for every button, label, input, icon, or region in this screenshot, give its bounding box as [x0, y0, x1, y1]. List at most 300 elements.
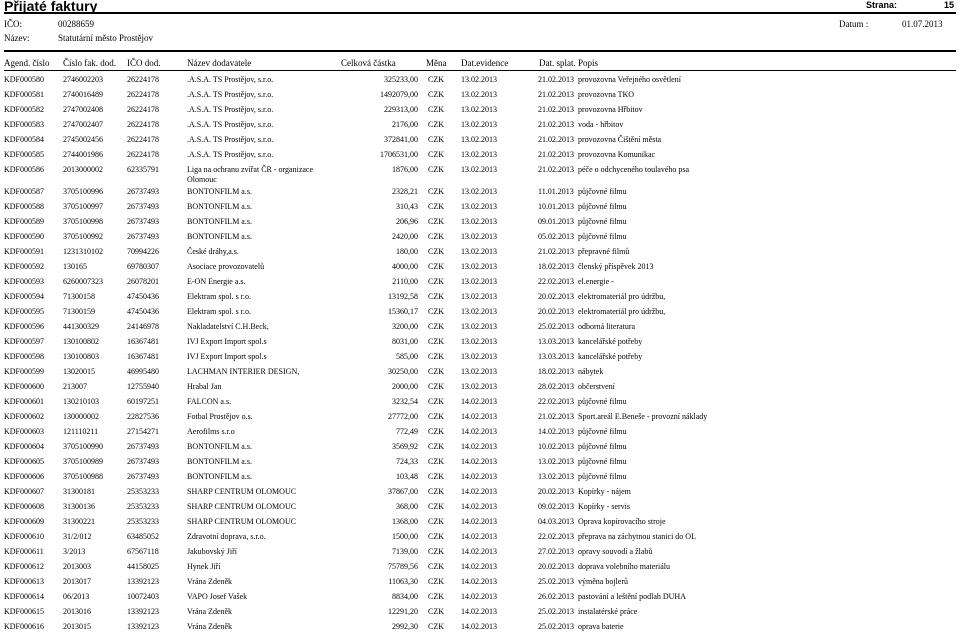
amount-cell: 8834,00: [392, 592, 418, 601]
evidence-date-cell: 14.02.2013: [461, 412, 497, 421]
description-cell: voda - hřbitov: [578, 120, 624, 129]
evidence-date-cell: 14.02.2013: [461, 502, 497, 511]
supplier-name-cell: Elektram spol. s r.o.: [187, 307, 251, 316]
description-cell: péče o odchyceného toulavého psa: [578, 165, 690, 174]
invoice-number-cell: 71300158: [63, 292, 95, 301]
due-date-cell: 20.02.2013: [538, 307, 574, 316]
amount-cell: 1876,00: [392, 165, 418, 174]
supplier-name-cell: České dráhy,a.s.: [187, 247, 239, 256]
description-cell: instalatérské práce: [578, 607, 638, 616]
evidence-date-cell: 14.02.2013: [461, 592, 497, 601]
agenda-cell: KDF000600: [4, 382, 45, 391]
supplier-name-cell: BONTONFILM a.s.: [187, 472, 252, 481]
supplier-name-cell: BONTONFILM a.s.: [187, 217, 252, 226]
due-date-cell: 13.03.2013: [538, 337, 574, 346]
currency-cell: CZK: [428, 150, 444, 159]
supplier-name-cell: .A.S.A. TS Prostějov, s.r.o.: [187, 150, 274, 159]
supplier-ico-cell: 25353233: [127, 502, 159, 511]
description-cell: doprava volebního materiálu: [578, 562, 670, 571]
supplier-name-cell: IVJ Export Import spol.s: [187, 352, 267, 361]
evidence-date-cell: 14.02.2013: [461, 532, 497, 541]
description-cell: půjčovné filmu: [578, 397, 627, 406]
agenda-cell: KDF000601: [4, 397, 45, 406]
currency-cell: CZK: [428, 472, 444, 481]
due-date-cell: 25.02.2013: [538, 577, 574, 586]
invoice-number-cell: 2013016: [63, 607, 91, 616]
currency-cell: CZK: [428, 382, 444, 391]
supplier-name-cell: BONTONFILM a.s.: [187, 232, 252, 241]
agenda-cell: KDF000602: [4, 412, 45, 421]
supplier-name-cell: SHARP CENTRUM OLOMOUC: [187, 502, 297, 511]
currency-cell: CZK: [428, 247, 444, 256]
top-rule: [4, 12, 956, 14]
evidence-date-cell: 14.02.2013: [461, 547, 497, 556]
col-castka: Celková částka: [341, 58, 396, 68]
columns-rule: [4, 70, 956, 71]
agenda-cell: KDF000591: [4, 247, 45, 256]
amount-cell: 2000,00: [392, 382, 418, 391]
supplier-name-cell: .A.S.A. TS Prostějov, s.r.o.: [187, 90, 274, 99]
supplier-ico-cell: 47450436: [127, 292, 159, 301]
due-date-cell: 21.02.2013: [538, 247, 574, 256]
description-cell: členský příspěvek 2013: [578, 262, 654, 271]
evidence-date-cell: 14.02.2013: [461, 562, 497, 571]
datum-value: 01.07.2013: [902, 19, 943, 29]
due-date-cell: 21.02.2013: [538, 120, 574, 129]
evidence-date-cell: 13.02.2013: [461, 187, 497, 196]
invoice-number-cell: 130000002: [63, 412, 99, 421]
supplier-ico-cell: 26737493: [127, 442, 159, 451]
description-cell: půjčovné filmu: [578, 427, 627, 436]
amount-cell: 724,33: [396, 457, 418, 466]
supplier-ico-cell: 26737493: [127, 457, 159, 466]
agenda-cell: KDF000592: [4, 262, 45, 271]
supplier-ico-cell: 26224178: [127, 75, 159, 84]
description-cell: nábytek: [578, 367, 604, 376]
supplier-name-cell: SHARP CENTRUM OLOMOUC: [187, 517, 297, 526]
supplier-ico-cell: 46995480: [127, 367, 159, 376]
due-date-cell: 27.02.2013: [538, 547, 574, 556]
col-popis: Popis: [578, 58, 599, 68]
agenda-cell: KDF000587: [4, 187, 45, 196]
agenda-cell: KDF000611: [4, 547, 44, 556]
evidence-date-cell: 14.02.2013: [461, 517, 497, 526]
supplier-ico-cell: 26737493: [127, 217, 159, 226]
invoice-number-cell: 3/2013: [63, 547, 86, 556]
supplier-ico-cell: 63485052: [127, 532, 159, 541]
currency-cell: CZK: [428, 577, 444, 586]
due-date-cell: 22.02.2013: [538, 277, 574, 286]
amount-cell: 30250,00: [388, 367, 418, 376]
due-date-cell: 25.02.2013: [538, 607, 574, 616]
col-cislo: Číslo fak. dod.: [63, 58, 116, 68]
invoice-number-cell: 2746002203: [63, 75, 103, 84]
supplier-name-cell: BONTONFILM a.s.: [187, 202, 252, 211]
due-date-cell: 20.02.2013: [538, 292, 574, 301]
agenda-cell: KDF000614: [4, 592, 45, 601]
evidence-date-cell: 13.02.2013: [461, 105, 497, 114]
supplier-name-cell: .A.S.A. TS Prostějov, s.r.o.: [187, 75, 274, 84]
currency-cell: CZK: [428, 622, 444, 631]
invoice-number-cell: 6260007323: [63, 277, 103, 286]
supplier-name-cell: .A.S.A. TS Prostějov, s.r.o.: [187, 120, 274, 129]
currency-cell: CZK: [428, 337, 444, 346]
due-date-cell: 11.01.2013: [538, 187, 574, 196]
description-cell: kancelářské potřeby: [578, 352, 643, 361]
supplier-name-cell: FALCON a.s.: [187, 397, 232, 406]
agenda-cell: KDF000610: [4, 532, 45, 541]
description-cell: provozovna Komunikac: [578, 150, 656, 159]
due-date-cell: 21.02.2013: [538, 165, 574, 174]
due-date-cell: 09.02.2013: [538, 502, 574, 511]
supplier-name-cell: Hrabal Jan: [187, 382, 222, 391]
supplier-name-cell: Fotbal Prostějov o.s.: [187, 412, 253, 421]
page-title: Přijaté faktury: [4, 0, 98, 14]
invoice-number-cell: 1231310102: [63, 247, 103, 256]
evidence-date-cell: 13.02.2013: [461, 150, 497, 159]
supplier-ico-cell: 26078201: [127, 277, 159, 286]
evidence-date-cell: 14.02.2013: [461, 427, 497, 436]
supplier-ico-cell: 26737493: [127, 187, 159, 196]
currency-cell: CZK: [428, 607, 444, 616]
currency-cell: CZK: [428, 412, 444, 421]
amount-cell: 8031,00: [392, 337, 418, 346]
supplier-ico-cell: 47450436: [127, 307, 159, 316]
description-cell: výměna bojlerů: [578, 577, 628, 586]
amount-cell: 206,96: [396, 217, 418, 226]
due-date-cell: 25.02.2013: [538, 622, 574, 631]
currency-cell: CZK: [428, 135, 444, 144]
supplier-name-cell: LACHMAN INTERIER DESIGN,: [187, 367, 300, 376]
due-date-cell: 20.02.2013: [538, 487, 574, 496]
supplier-name-cell: .A.S.A. TS Prostějov, s.r.o.: [187, 135, 274, 144]
description-cell: provozovna TKO: [578, 90, 635, 99]
supplier-ico-cell: 26224178: [127, 150, 159, 159]
due-date-cell: 21.02.2013: [538, 135, 574, 144]
currency-cell: CZK: [428, 457, 444, 466]
currency-cell: CZK: [428, 547, 444, 556]
description-cell: půjčovné filmu: [578, 457, 627, 466]
agenda-cell: KDF000589: [4, 217, 45, 226]
currency-cell: CZK: [428, 232, 444, 241]
supplier-name-cell: BONTONFILM a.s.: [187, 442, 252, 451]
ico-label: IČO:: [4, 19, 22, 29]
agenda-cell: KDF000582: [4, 105, 45, 114]
supplier-ico-cell: 70994226: [127, 247, 159, 256]
currency-cell: CZK: [428, 502, 444, 511]
currency-cell: CZK: [428, 292, 444, 301]
description-cell: elektromateriál pro údržbu,: [578, 307, 666, 316]
amount-cell: 37867,00: [388, 487, 418, 496]
description-cell: odborná literatura: [578, 322, 636, 331]
supplier-ico-cell: 13392123: [127, 577, 159, 586]
agenda-cell: KDF000605: [4, 457, 45, 466]
invoice-number-cell: 31300136: [63, 502, 95, 511]
agenda-cell: KDF000603: [4, 427, 45, 436]
description-cell: Sport.areál E.Beneše - provozní náklady: [578, 412, 708, 421]
table-row: [0, 165, 960, 187]
evidence-date-cell: 13.02.2013: [461, 337, 497, 346]
agenda-cell: KDF000612: [4, 562, 45, 571]
evidence-date-cell: 14.02.2013: [461, 472, 497, 481]
amount-cell: 310,43: [396, 202, 418, 211]
currency-cell: CZK: [428, 322, 444, 331]
evidence-date-cell: 13.02.2013: [461, 165, 497, 174]
col-evid: Dat.evidence: [461, 58, 509, 68]
amount-cell: 13192,58: [388, 292, 418, 301]
supplier-name-cell: Liga na ochranu zvířat ČR - organizace: [187, 165, 314, 174]
agenda-cell: KDF000596: [4, 322, 45, 331]
supplier-name-cell: Elektram spol. s r.o.: [187, 292, 251, 301]
evidence-date-cell: 13.02.2013: [461, 120, 497, 129]
agenda-cell: KDF000586: [4, 165, 45, 174]
evidence-date-cell: 13.02.2013: [461, 75, 497, 84]
due-date-cell: 05.02.2013: [538, 232, 574, 241]
supplier-ico-cell: 13392123: [127, 622, 159, 631]
currency-cell: CZK: [428, 427, 444, 436]
currency-cell: CZK: [428, 120, 444, 129]
description-cell: občerstvení: [578, 382, 615, 391]
invoice-number-cell: 2745002456: [63, 135, 103, 144]
col-ico: IČO dod.: [127, 58, 161, 68]
invoice-number-cell: 31300221: [63, 517, 95, 526]
supplier-name-cell-line2: Olomouc: [187, 175, 217, 184]
currency-cell: CZK: [428, 367, 444, 376]
supplier-ico-cell: 27154271: [127, 427, 159, 436]
currency-cell: CZK: [428, 105, 444, 114]
col-agenda: Agend. číslo: [4, 58, 50, 68]
invoice-number-cell: 441300329: [63, 322, 99, 331]
table-row: [0, 622, 960, 644]
description-cell: Oprava kopírovacího stroje: [578, 517, 666, 526]
supplier-ico-cell: 22827536: [127, 412, 159, 421]
supplier-ico-cell: 24146978: [127, 322, 159, 331]
amount-cell: 2992,30: [392, 622, 418, 631]
due-date-cell: 21.02.2013: [538, 90, 574, 99]
supplier-name-cell: Hynek Jiří: [187, 562, 221, 571]
invoice-number-cell: 3705100998: [63, 217, 103, 226]
invoice-number-cell: 3705100988: [63, 472, 103, 481]
evidence-date-cell: 13.02.2013: [461, 232, 497, 241]
supplier-name-cell: Aerofilms s.r.o: [187, 427, 235, 436]
agenda-cell: KDF000583: [4, 120, 45, 129]
supplier-ico-cell: 10072403: [127, 592, 159, 601]
invoice-number-cell: 31/2/012: [63, 532, 92, 541]
col-mena: Měna: [426, 58, 447, 68]
agenda-cell: KDF000590: [4, 232, 45, 241]
evidence-date-cell: 13.02.2013: [461, 262, 497, 271]
invoice-number-cell: 130100802: [63, 337, 99, 346]
evidence-date-cell: 13.02.2013: [461, 367, 497, 376]
ico-value: 00288659: [58, 19, 94, 29]
due-date-cell: 13.02.2013: [538, 472, 574, 481]
amount-cell: 75789,56: [388, 562, 418, 571]
amount-cell: 2420,00: [392, 232, 418, 241]
amount-cell: 12291,20: [388, 607, 418, 616]
due-date-cell: 21.02.2013: [538, 150, 574, 159]
nazev-label: Název:: [4, 33, 30, 43]
supplier-ico-cell: 26224178: [127, 120, 159, 129]
currency-cell: CZK: [428, 165, 444, 174]
supplier-ico-cell: 25353233: [127, 487, 159, 496]
amount-cell: 229313,00: [384, 105, 418, 114]
supplier-ico-cell: 26224178: [127, 135, 159, 144]
description-cell: půjčovné filmu: [578, 217, 627, 226]
agenda-cell: KDF000594: [4, 292, 45, 301]
agenda-cell: KDF000580: [4, 75, 45, 84]
amount-cell: 3232,54: [392, 397, 418, 406]
description-cell: pastování a leštění podlah DUHA: [578, 592, 686, 601]
amount-cell: 325233,00: [384, 75, 418, 84]
description-cell: půjčovné filmu: [578, 202, 627, 211]
currency-cell: CZK: [428, 532, 444, 541]
amount-cell: 1500,00: [392, 532, 418, 541]
agenda-cell: KDF000597: [4, 337, 45, 346]
supplier-ico-cell: 60197251: [127, 397, 159, 406]
invoice-number-cell: 121110211: [63, 427, 99, 436]
evidence-date-cell: 14.02.2013: [461, 397, 497, 406]
description-cell: půjčovné filmu: [578, 442, 627, 451]
supplier-name-cell: BONTONFILM a.s.: [187, 187, 252, 196]
description-cell: Kopírky - servis: [578, 502, 630, 511]
agenda-cell: KDF000595: [4, 307, 45, 316]
amount-cell: 1492079,00: [380, 90, 418, 99]
invoice-number-cell: 2013017: [63, 577, 91, 586]
due-date-cell: 22.02.2013: [538, 397, 574, 406]
agenda-cell: KDF000606: [4, 472, 45, 481]
supplier-ico-cell: 62335791: [127, 165, 159, 174]
due-date-cell: 20.02.2013: [538, 562, 574, 571]
due-date-cell: 09.01.2013: [538, 217, 574, 226]
evidence-date-cell: 14.02.2013: [461, 622, 497, 631]
agenda-cell: KDF000615: [4, 607, 45, 616]
amount-cell: 15360,17: [388, 307, 418, 316]
amount-cell: 3200,00: [392, 322, 418, 331]
currency-cell: CZK: [428, 202, 444, 211]
invoice-number-cell: 2747002408: [63, 105, 103, 114]
due-date-cell: 14.02.2013: [538, 427, 574, 436]
invoice-number-cell: 31300181: [63, 487, 95, 496]
currency-cell: CZK: [428, 307, 444, 316]
amount-cell: 372841,00: [384, 135, 418, 144]
evidence-date-cell: 14.02.2013: [461, 577, 497, 586]
supplier-ico-cell: 67567118: [127, 547, 159, 556]
currency-cell: CZK: [428, 517, 444, 526]
supplier-ico-cell: 26224178: [127, 90, 159, 99]
invoice-number-cell: 2747002407: [63, 120, 103, 129]
amount-cell: 585,00: [396, 352, 418, 361]
invoice-number-cell: 2013003: [63, 562, 91, 571]
evidence-date-cell: 14.02.2013: [461, 487, 497, 496]
invoice-number-cell: 2744001986: [63, 150, 103, 159]
description-cell: provozovna Hřbitov: [578, 105, 643, 114]
agenda-cell: KDF000593: [4, 277, 45, 286]
datum-label: Datum :: [839, 19, 869, 29]
supplier-name-cell: VAPO Josef Vašek: [187, 592, 248, 601]
invoice-number-cell: 71300159: [63, 307, 95, 316]
evidence-date-cell: 13.02.2013: [461, 382, 497, 391]
amount-cell: 180,00: [396, 247, 418, 256]
description-cell: přeprava na záchytnou stanici do OL: [578, 532, 696, 541]
currency-cell: CZK: [428, 562, 444, 571]
invoice-number-cell: 130165: [63, 262, 87, 271]
supplier-ico-cell: 26737493: [127, 472, 159, 481]
currency-cell: CZK: [428, 262, 444, 271]
supplier-ico-cell: 26737493: [127, 232, 159, 241]
description-cell: půjčovné filmu: [578, 187, 627, 196]
agenda-cell: KDF000604: [4, 442, 45, 451]
nazev-value: Statutární město Prostějov: [58, 33, 153, 43]
due-date-cell: 13.02.2013: [538, 457, 574, 466]
supplier-ico-cell: 44158025: [127, 562, 159, 571]
due-date-cell: 26.02.2013: [538, 592, 574, 601]
agenda-cell: KDF000616: [4, 622, 45, 631]
amount-cell: 7139,00: [392, 547, 418, 556]
amount-cell: 772,49: [396, 427, 418, 436]
supplier-name-cell: Vrána Zdeněk: [187, 607, 233, 616]
description-cell: el.energie -: [578, 277, 614, 286]
supplier-ico-cell: 69780307: [127, 262, 159, 271]
invoice-number-cell: 2740016489: [63, 90, 103, 99]
supplier-ico-cell: 13392123: [127, 607, 159, 616]
agenda-cell: KDF000609: [4, 517, 45, 526]
evidence-date-cell: 13.02.2013: [461, 277, 497, 286]
evidence-date-cell: 13.02.2013: [461, 307, 497, 316]
agenda-cell: KDF000584: [4, 135, 45, 144]
supplier-name-cell: BONTONFILM a.s.: [187, 457, 252, 466]
supplier-name-cell: Jakubovský Jiří: [187, 547, 237, 556]
supplier-name-cell: IVJ Export Import spol.s: [187, 337, 267, 346]
supplier-name-cell: Nakladatelství C.H.Beck,: [187, 322, 269, 331]
description-cell: opravy souvodí a žlabů: [578, 547, 653, 556]
evidence-date-cell: 13.02.2013: [461, 292, 497, 301]
due-date-cell: 25.02.2013: [538, 322, 574, 331]
due-date-cell: 21.02.2013: [538, 412, 574, 421]
description-cell: provozovna Veřejného osvětlení: [578, 75, 681, 84]
currency-cell: CZK: [428, 487, 444, 496]
invoice-number-cell: 130100803: [63, 352, 99, 361]
currency-cell: CZK: [428, 75, 444, 84]
amount-cell: 2328,21: [392, 187, 418, 196]
invoice-number-cell: 06/2013: [63, 592, 90, 601]
supplier-ico-cell: 16367481: [127, 337, 159, 346]
supplier-ico-cell: 16367481: [127, 352, 159, 361]
currency-cell: CZK: [428, 592, 444, 601]
supplier-ico-cell: 26737493: [127, 202, 159, 211]
amount-cell: 103,48: [396, 472, 418, 481]
due-date-cell: 13.03.2013: [538, 352, 574, 361]
due-date-cell: 18.02.2013: [538, 262, 574, 271]
amount-cell: 1368,00: [392, 517, 418, 526]
due-date-cell: 18.02.2013: [538, 367, 574, 376]
agenda-cell: KDF000598: [4, 352, 45, 361]
due-date-cell: 21.02.2013: [538, 105, 574, 114]
supplier-name-cell: .A.S.A. TS Prostějov, s.r.o.: [187, 105, 274, 114]
description-cell: půjčovné filmu: [578, 472, 627, 481]
due-date-cell: 04.03.2013: [538, 517, 574, 526]
amount-cell: 1706531,00: [380, 150, 418, 159]
invoice-number-cell: 2013000002: [63, 165, 103, 174]
invoice-number-cell: 3705100989: [63, 457, 103, 466]
invoice-number-cell: 3705100990: [63, 442, 103, 451]
col-splat: Dat. splat.: [539, 58, 576, 68]
currency-cell: CZK: [428, 217, 444, 226]
agenda-cell: KDF000607: [4, 487, 45, 496]
supplier-ico-cell: 26224178: [127, 105, 159, 114]
currency-cell: CZK: [428, 187, 444, 196]
due-date-cell: 10.02.2013: [538, 442, 574, 451]
supplier-name-cell: SHARP CENTRUM OLOMOUC: [187, 487, 297, 496]
